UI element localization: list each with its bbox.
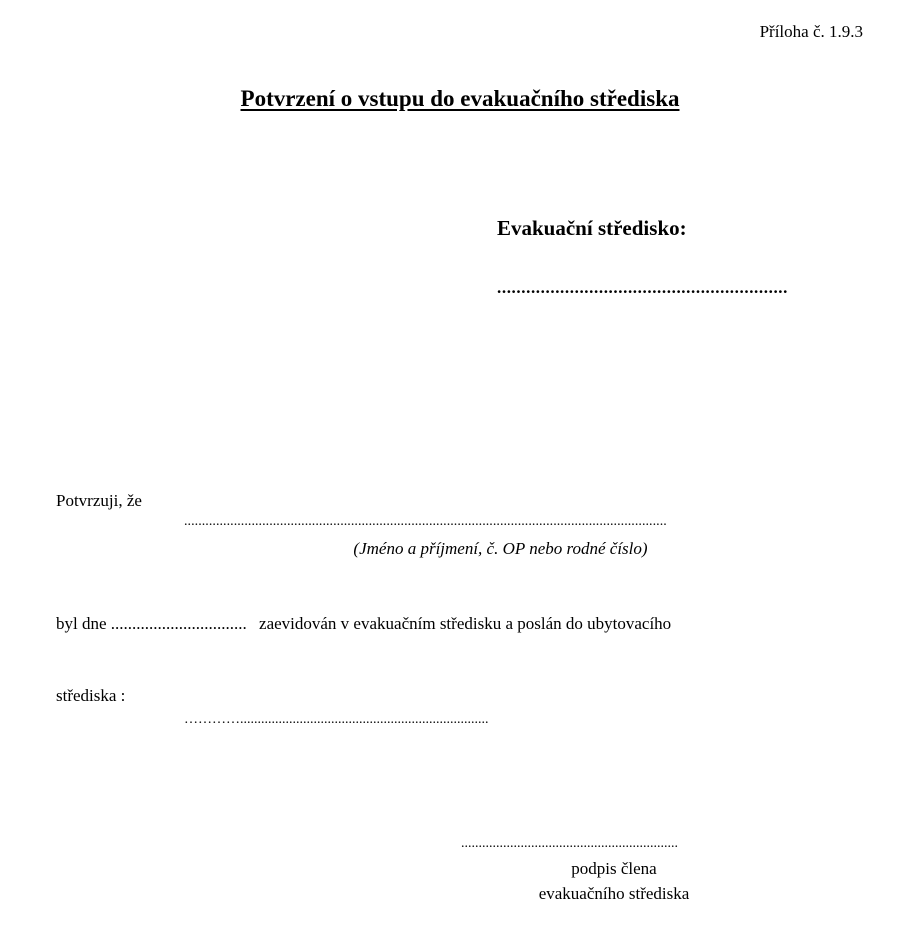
shelter-label: střediska : xyxy=(56,686,126,705)
registration-prefix: byl dne xyxy=(56,614,107,633)
signature-field[interactable]: .............................................................. xyxy=(461,836,678,851)
person-name-field[interactable]: ........................................................................................................................................ xyxy=(184,514,667,529)
registration-date-field[interactable]: ................................ xyxy=(110,614,247,633)
annex-number: Příloha č. 1.9.3 xyxy=(759,22,863,41)
registration-line xyxy=(56,614,671,634)
evacuation-centre-field[interactable]: ............................................................ xyxy=(497,278,788,297)
document-title: Potvrzení o vstupu do evakuačního střediska xyxy=(240,86,680,111)
signature-caption-line2: evakuačního střediska xyxy=(538,883,690,903)
evacuation-centre-label: Evakuační středisko: xyxy=(497,216,687,240)
signature-caption-line1: podpis člena xyxy=(571,859,657,878)
person-name-hint: (Jméno a příjmení, č. OP nebo rodné číslo) xyxy=(353,539,648,558)
registration-text: zaevidován v evakuačním středisku a poslán do ubytovacího xyxy=(259,614,672,633)
shelter-field[interactable]: …………....................................................................... xyxy=(184,712,489,727)
signature-caption xyxy=(464,857,764,906)
confirmation-label: Potvrzuji, že xyxy=(56,491,142,510)
